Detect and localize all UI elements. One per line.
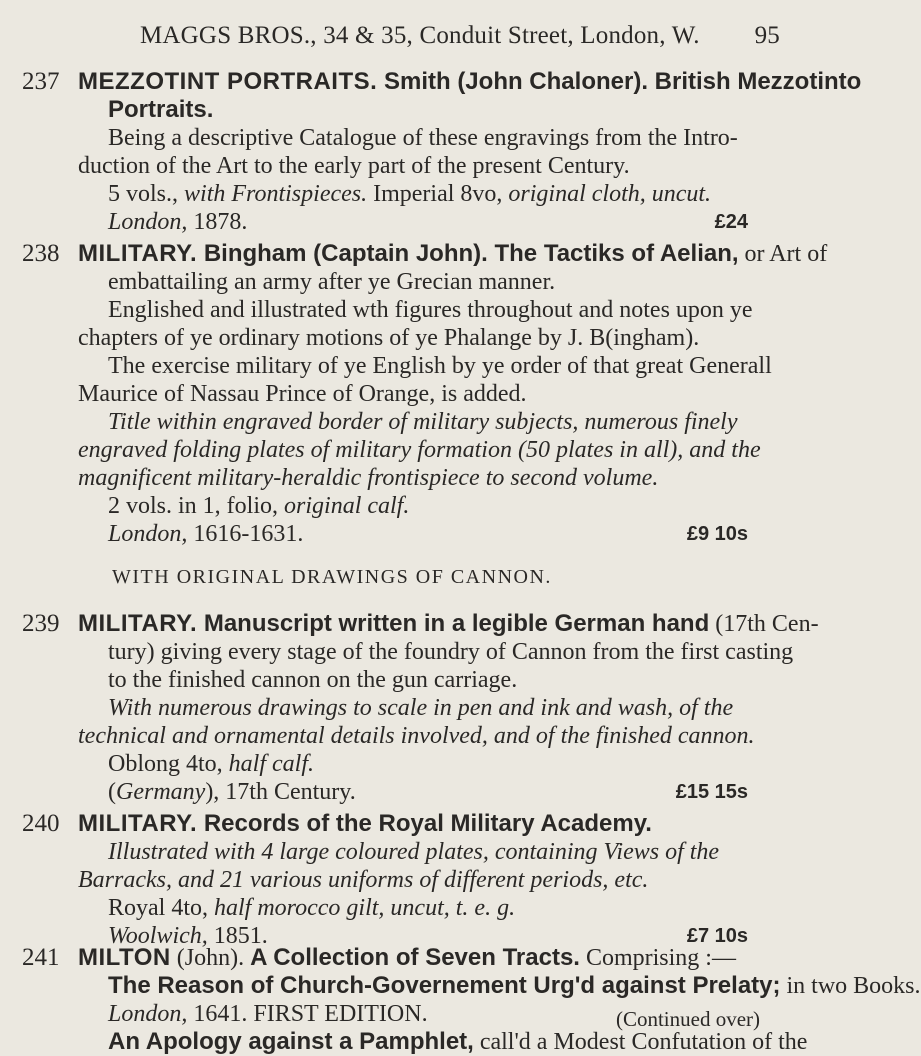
entry-line (78, 810, 778, 838)
text-run: Title within engraved border of military subjects, numerous finely (108, 409, 738, 435)
text-run: London, (108, 1001, 188, 1027)
text-run: An Apology against a Pamphlet, (108, 1028, 474, 1055)
text-run: Barracks, and 21 various uniforms of different periods, etc. (78, 867, 649, 893)
text-run: Records of the Royal Military Academy. (197, 810, 652, 837)
text-run: Illustrated with 4 large coloured plates, containing Views of the (108, 839, 720, 865)
text-run: Bingham (Captain John). (197, 240, 495, 267)
text-run: With numerous drawings to scale in pen and ink and wash, of the (108, 695, 734, 721)
entry-line (78, 380, 778, 408)
text-run: Woolwich, (108, 923, 208, 949)
page-number: 95 (754, 22, 780, 49)
text-run: embattailing an army after ye Grecian manner. (108, 269, 556, 295)
text-run: Comprising :— (579, 945, 736, 971)
entry-line (78, 638, 794, 666)
text-run: Englished and illustrated wth figures throughout and notes upon ye (108, 297, 753, 323)
text-run: British Mezzotinto (654, 68, 862, 95)
entry-line (78, 750, 778, 778)
text-run: tury) giving every stage of the foundry of Cannon from the first casting (108, 639, 794, 665)
text-run: Oblong 4to, (108, 751, 229, 777)
text-run: Portraits. (108, 96, 214, 123)
text-run: 5 vols., (108, 181, 185, 207)
entry-text (78, 610, 819, 806)
text-run: Being a descriptive Catalogue of these engravings from the Intro- (108, 125, 738, 151)
entry-line (78, 436, 778, 464)
text-run: London, (108, 209, 188, 235)
entry-line (78, 972, 921, 1000)
entry-line (78, 610, 819, 638)
text-run: engraved folding plates of military formation (50 plates in all), and the (78, 437, 761, 463)
entry-line (78, 268, 778, 296)
text-run: The Tactiks of Aelian, (494, 240, 739, 267)
text-run: in two Books. (780, 973, 921, 999)
text-run: 1851. (207, 923, 268, 949)
entry-number: 241 (22, 944, 60, 971)
text-run: ( (108, 779, 116, 805)
text-run: 2 vols. in 1, folio, (108, 493, 285, 519)
entry-text (78, 68, 862, 236)
text-run: MILITARY. (78, 610, 198, 637)
text-run: half calf. (228, 751, 314, 777)
entry-line (78, 296, 778, 324)
text-run: MEZZOTINT PORTRAITS. (78, 68, 378, 95)
entry-line (78, 352, 778, 380)
continued-note: (Continued over) (615, 1007, 760, 1031)
entry-text (78, 810, 778, 950)
entry-line (78, 68, 862, 96)
catalogue-entry-241 (0, 944, 921, 1056)
text-run: A Collection of Seven Tracts. (250, 944, 580, 971)
entry-line (78, 694, 778, 722)
text-run: Royal 4to, (108, 895, 214, 921)
text-run: magnificent military-heraldic frontispiece to second volume. (78, 465, 659, 491)
entry-line (78, 152, 778, 180)
text-run: or Art of (738, 241, 828, 267)
entry-line (78, 894, 778, 922)
text-run: 1878. (187, 209, 248, 235)
catalogue-entry-239 (0, 610, 819, 806)
text-run: (John). (170, 945, 251, 971)
entry-line (78, 96, 778, 124)
entry-line (78, 520, 778, 548)
text-run: The exercise military of ye English by ye order of that great Generall (108, 353, 772, 379)
price-label: £15 15s (675, 781, 748, 803)
text-run: technical and ornamental details involved, and of the finished cannon. (78, 723, 755, 749)
text-run: MILITARY. (78, 810, 198, 837)
catalogue-entry-238 (0, 240, 828, 548)
text-run: (17th Cen- (709, 611, 819, 637)
entry-line (78, 666, 778, 694)
entry-line (78, 408, 778, 436)
section-subheading: WITH ORIGINAL DRAWINGS OF CANNON. (112, 566, 552, 588)
text-run: duction of the Art to the early part of the present Century. (78, 153, 630, 179)
catalogue-entry-240 (0, 810, 800, 950)
text-run: 1641. FIRST EDITION. (187, 1001, 428, 1027)
entry-line (78, 464, 778, 492)
text-run: London, (108, 521, 188, 547)
text-run: half morocco gilt, uncut, t. e. g. (214, 895, 516, 921)
text-run: 1616-1631. (187, 521, 304, 547)
entry-line (78, 1028, 808, 1056)
entry-line (78, 240, 828, 268)
text-run: MILTON (78, 944, 171, 971)
entry-line (78, 838, 778, 866)
text-run: MILITARY. (78, 240, 198, 267)
text-run: with Frontispieces. (184, 181, 368, 207)
text-run: original calf. (284, 493, 410, 519)
running-header (140, 22, 780, 50)
entry-number: 237 (22, 68, 60, 95)
text-run: call'd a Modest Confutation of the (473, 1029, 808, 1055)
price-label: £9 10s (686, 523, 748, 545)
catalogue-entry-237 (0, 68, 862, 236)
text-run: Smith (John Chaloner). (377, 68, 655, 95)
text-run: Germany (116, 779, 206, 805)
entry-line (78, 180, 778, 208)
text-run: The Reason of Church-Governement Urg'd against Prelaty; (108, 972, 781, 999)
entry-text (78, 944, 921, 1056)
entry-line (78, 866, 778, 894)
price-label: £24 (714, 211, 748, 233)
entry-text (78, 240, 828, 548)
text-run: Imperial 8vo, (367, 181, 509, 207)
text-run: chapters of ye ordinary motions of ye Phalange by J. B(ingham). (78, 325, 700, 351)
entry-line (78, 124, 778, 152)
entry-line (78, 492, 778, 520)
text-run: Manuscript written in a legible German hand (197, 610, 710, 637)
entry-line (78, 944, 778, 972)
header-title: MAGGS BROS., 34 & 35, Conduit Street, London, W. (140, 22, 700, 49)
text-run: to the finished cannon on the gun carriage. (108, 667, 518, 693)
entry-number: 238 (22, 240, 60, 267)
entry-number: 239 (22, 610, 60, 637)
entry-line (78, 208, 778, 236)
entry-line (78, 722, 778, 750)
text-run: Maurice of Nassau Prince of Orange, is added. (78, 381, 527, 407)
price-label: £7 10s (686, 925, 748, 947)
entry-number: 240 (22, 810, 60, 837)
text-run: original cloth, uncut. (508, 181, 712, 207)
entry-line (78, 324, 778, 352)
text-run: ), 17th Century. (205, 779, 356, 805)
entry-line (78, 778, 778, 806)
